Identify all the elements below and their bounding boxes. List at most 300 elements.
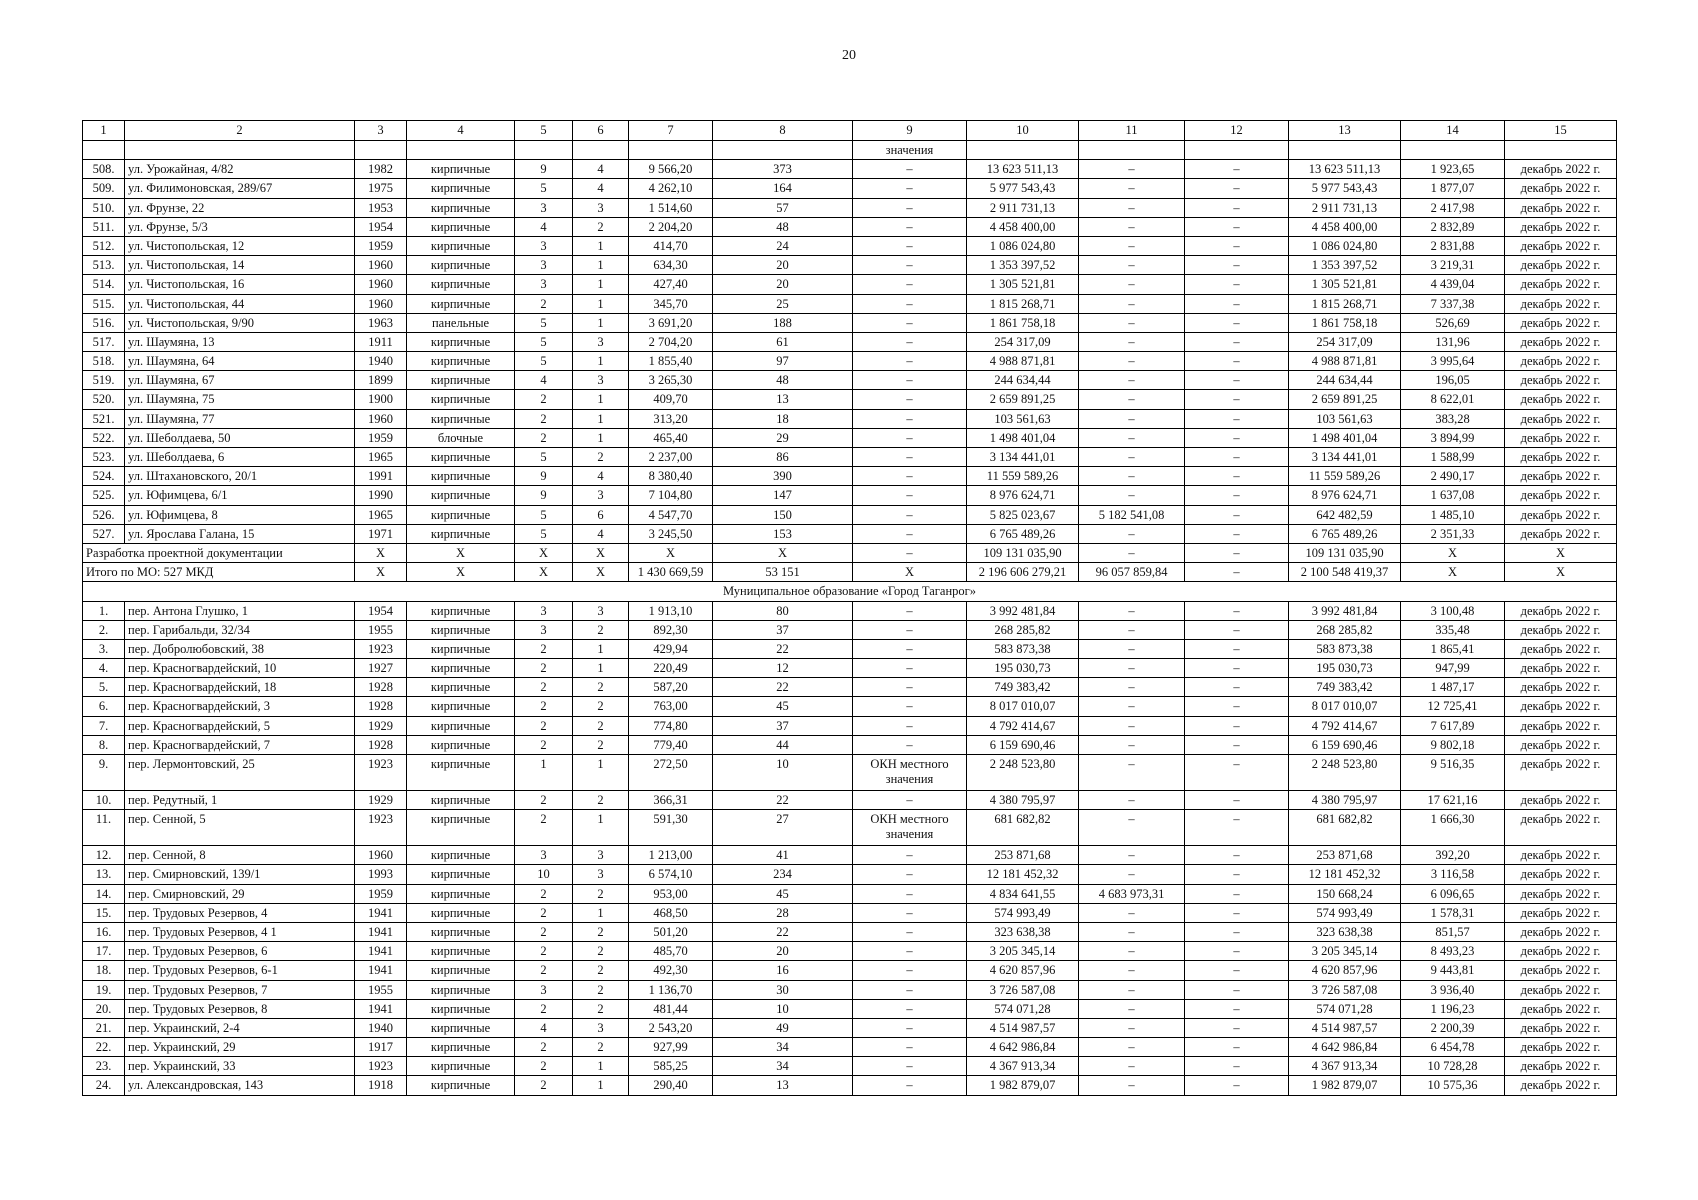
table-cell: 2 100 548 419,37	[1289, 563, 1401, 582]
table-cell: 2	[515, 810, 573, 846]
table-cell: декабрь 2022 г.	[1505, 865, 1617, 884]
table-cell: 8 017 010,07	[967, 697, 1079, 716]
table-cell: кирпичные	[407, 639, 515, 658]
table-cell: 234	[713, 865, 853, 884]
table-cell: 9	[515, 467, 573, 486]
table-cell: декабрь 2022 г.	[1505, 1038, 1617, 1057]
table-cell: 2 832,89	[1401, 217, 1505, 236]
table-cell: 4 792 414,67	[967, 716, 1079, 735]
table-cell: кирпичные	[407, 448, 515, 467]
table-cell: 6 574,10	[629, 865, 713, 884]
table-cell: декабрь 2022 г.	[1505, 961, 1617, 980]
table-cell: 2 351,33	[1401, 524, 1505, 543]
table-cell: 10	[515, 865, 573, 884]
table-cell: кирпичные	[407, 390, 515, 409]
table-cell: 519.	[83, 371, 125, 390]
column-header: 13	[1289, 121, 1401, 141]
table-cell: кирпичные	[407, 409, 515, 428]
table-cell: 9 566,20	[629, 160, 713, 179]
table-cell: 3	[515, 846, 573, 865]
page-number: 20	[842, 48, 856, 63]
table-cell: X	[629, 543, 713, 562]
table-cell: 3 205 345,14	[1289, 942, 1401, 961]
table-cell: 2 490,17	[1401, 467, 1505, 486]
table-cell: –	[1185, 371, 1289, 390]
table-row	[83, 659, 1617, 678]
table-cell: 3 992 481,84	[1289, 601, 1401, 620]
table-cell: 80	[713, 601, 853, 620]
table-cell: 3 134 441,01	[967, 448, 1079, 467]
table-cell: кирпичные	[407, 942, 515, 961]
table-cell: 13	[713, 390, 853, 409]
table-cell: декабрь 2022 г.	[1505, 846, 1617, 865]
table-cell: пер. Антона Глушко, 1	[125, 601, 355, 620]
table-cell: 520.	[83, 390, 125, 409]
column-number-header	[83, 121, 1617, 141]
table-row	[83, 1076, 1617, 1095]
table-cell: –	[1185, 409, 1289, 428]
column-header: 15	[1505, 121, 1617, 141]
table-cell: –	[1185, 922, 1289, 941]
table-cell: 1 815 268,71	[967, 294, 1079, 313]
table-row	[83, 716, 1617, 735]
table-cell: 19.	[83, 980, 125, 999]
table-cell: 1 305 521,81	[1289, 275, 1401, 294]
table-cell: кирпичные	[407, 198, 515, 217]
table-cell: 3 691,20	[629, 313, 713, 332]
table-row	[83, 639, 1617, 658]
table-cell: –	[1185, 524, 1289, 543]
table-cell: 6 159 690,46	[1289, 735, 1401, 754]
table-cell: ул. Урожайная, 4/82	[125, 160, 355, 179]
table-cell: 1927	[355, 659, 407, 678]
table-cell: –	[853, 791, 967, 810]
table-cell: 2	[573, 791, 629, 810]
table-cell: 2 543,20	[629, 1018, 713, 1037]
table-cell: 244 634,44	[967, 371, 1079, 390]
table-cell: 3 726 587,08	[1289, 980, 1401, 999]
table-cell: –	[853, 448, 967, 467]
table-row	[83, 678, 1617, 697]
table-cell: 57	[713, 198, 853, 217]
table-cell: 1 861 758,18	[967, 313, 1079, 332]
table-cell: кирпичные	[407, 716, 515, 735]
table-cell: 2 659 891,25	[967, 390, 1079, 409]
table-cell: –	[1079, 961, 1185, 980]
table-cell: 3	[515, 980, 573, 999]
table-row	[83, 275, 1617, 294]
table-cell: 2	[515, 716, 573, 735]
table-cell: 1 815 268,71	[1289, 294, 1401, 313]
table-cell: 2	[515, 428, 573, 447]
table-cell: 2 204,20	[629, 217, 713, 236]
table-cell: кирпичные	[407, 678, 515, 697]
table-cell: 3	[573, 486, 629, 505]
table-cell: 1 353 397,52	[967, 256, 1079, 275]
table-cell: –	[1079, 332, 1185, 351]
table-cell: –	[1079, 1057, 1185, 1076]
table-row	[83, 179, 1617, 198]
table-cell: 17 621,16	[1401, 791, 1505, 810]
table-cell: 254 317,09	[1289, 332, 1401, 351]
table-cell: 10	[713, 999, 853, 1018]
table-row	[83, 942, 1617, 961]
table-cell: –	[1185, 716, 1289, 735]
table-cell: декабрь 2022 г.	[1505, 179, 1617, 198]
table-cell: 517.	[83, 332, 125, 351]
table-cell: 2	[573, 884, 629, 903]
table-cell: кирпичные	[407, 505, 515, 524]
table-cell: X	[407, 543, 515, 562]
table-cell: 1 086 024,80	[967, 236, 1079, 255]
table-cell: кирпичные	[407, 922, 515, 941]
table-cell: –	[1079, 942, 1185, 961]
table-cell: 1 588,99	[1401, 448, 1505, 467]
table-cell: кирпичные	[407, 846, 515, 865]
table-cell: 2	[515, 922, 573, 941]
table-cell: 518.	[83, 352, 125, 371]
table-cell: 1 498 401,04	[1289, 428, 1401, 447]
table-cell: –	[1079, 409, 1185, 428]
table-cell: 9	[515, 486, 573, 505]
table-cell: 9 443,81	[1401, 961, 1505, 980]
table-cell: 634,30	[629, 256, 713, 275]
table-cell: 18	[713, 409, 853, 428]
table-cell: пер. Смирновский, 139/1	[125, 865, 355, 884]
column-header: 6	[573, 121, 629, 141]
table-cell: блочные	[407, 428, 515, 447]
table-cell: декабрь 2022 г.	[1505, 810, 1617, 846]
table-cell: 1	[573, 428, 629, 447]
table-cell: –	[853, 467, 967, 486]
table-cell: –	[853, 256, 967, 275]
table-cell: 103 561,63	[967, 409, 1079, 428]
table-cell: пер. Трудовых Резервов, 7	[125, 980, 355, 999]
table-cell: 12 181 452,32	[1289, 865, 1401, 884]
table-cell: 2 248 523,80	[967, 755, 1079, 791]
table-cell: пер. Красногвардейский, 3	[125, 697, 355, 716]
table-cell: –	[853, 524, 967, 543]
table-cell: 150	[713, 505, 853, 524]
table-cell	[83, 141, 125, 160]
table-cell: 390	[713, 467, 853, 486]
table-cell: –	[1185, 332, 1289, 351]
section-title: Муниципальное образование «Город Таганрог»	[83, 582, 1617, 601]
table-cell: 34	[713, 1057, 853, 1076]
table-cell: 20	[713, 256, 853, 275]
table-cell: 3 936,40	[1401, 980, 1505, 999]
table-cell: кирпичные	[407, 697, 515, 716]
table-cell: декабрь 2022 г.	[1505, 716, 1617, 735]
table-cell: 1899	[355, 371, 407, 390]
table-cell: 1 982 879,07	[1289, 1076, 1401, 1095]
table-cell: пер. Красногвардейский, 5	[125, 716, 355, 735]
table-cell: пер. Сенной, 8	[125, 846, 355, 865]
table-cell: 1	[573, 409, 629, 428]
table-cell: 2	[515, 697, 573, 716]
table-cell: 1	[573, 639, 629, 658]
table-cell: 24.	[83, 1076, 125, 1095]
table-cell: 20.	[83, 999, 125, 1018]
table-cell: 2	[573, 217, 629, 236]
table-cell: 1 498 401,04	[967, 428, 1079, 447]
table-cell: 2	[515, 409, 573, 428]
table-cell: –	[853, 198, 967, 217]
table-cell: 1	[573, 659, 629, 678]
column-header: 2	[125, 121, 355, 141]
table-cell: 1923	[355, 639, 407, 658]
table-cell: 526.	[83, 505, 125, 524]
table-cell: –	[1185, 448, 1289, 467]
table-cell: 1928	[355, 678, 407, 697]
table-cell: кирпичные	[407, 486, 515, 505]
table-cell: 28	[713, 903, 853, 922]
table-cell: X	[355, 563, 407, 582]
column-header: 4	[407, 121, 515, 141]
table-cell: 574 071,28	[967, 999, 1079, 1018]
table-cell: –	[1185, 735, 1289, 754]
table-cell: 4 642 986,84	[967, 1038, 1079, 1057]
table-row	[83, 294, 1617, 313]
table-cell: декабрь 2022 г.	[1505, 428, 1617, 447]
table-cell: кирпичные	[407, 524, 515, 543]
table-row	[83, 390, 1617, 409]
table-cell: –	[1185, 505, 1289, 524]
table-row	[83, 999, 1617, 1018]
table-cell: 44	[713, 735, 853, 754]
table-cell: 5 977 543,43	[1289, 179, 1401, 198]
table-cell: 2	[515, 791, 573, 810]
table-cell: 5	[515, 448, 573, 467]
table-cell: 13 623 511,13	[1289, 160, 1401, 179]
table-cell: –	[1185, 179, 1289, 198]
table-cell: ул. Ярослава Галана, 15	[125, 524, 355, 543]
table-cell: X	[713, 543, 853, 562]
table-cell: 3 265,30	[629, 371, 713, 390]
table-cell: –	[1185, 942, 1289, 961]
table-cell: 5 182 541,08	[1079, 505, 1185, 524]
table-row	[83, 256, 1617, 275]
table-cell: 6 765 489,26	[1289, 524, 1401, 543]
table-cell: 3.	[83, 639, 125, 658]
table-cell: –	[1079, 390, 1185, 409]
table-cell: 953,00	[629, 884, 713, 903]
table-cell: 1959	[355, 236, 407, 255]
table-cell: 1917	[355, 1038, 407, 1057]
table-cell: декабрь 2022 г.	[1505, 735, 1617, 754]
table-cell: 131,96	[1401, 332, 1505, 351]
table-cell: 414,70	[629, 236, 713, 255]
table-cell: –	[853, 1018, 967, 1037]
table-cell: –	[1185, 198, 1289, 217]
table-row	[83, 486, 1617, 505]
table-cell: 2 911 731,13	[1289, 198, 1401, 217]
table-cell: декабрь 2022 г.	[1505, 448, 1617, 467]
table-cell: 1	[573, 313, 629, 332]
table-cell: –	[1079, 922, 1185, 941]
table-cell: кирпичные	[407, 999, 515, 1018]
table-cell: 2	[515, 961, 573, 980]
table-cell: декабрь 2022 г.	[1505, 275, 1617, 294]
table-cell: 501,20	[629, 922, 713, 941]
table-cell: 25	[713, 294, 853, 313]
table-cell: 642 482,59	[1289, 505, 1401, 524]
table-cell: 468,50	[629, 903, 713, 922]
table-cell: –	[853, 486, 967, 505]
table-cell: 525.	[83, 486, 125, 505]
table-row	[83, 697, 1617, 716]
table-cell: 6 096,65	[1401, 884, 1505, 903]
table-cell: 2	[573, 620, 629, 639]
table-cell: –	[1079, 846, 1185, 865]
table-cell: –	[853, 903, 967, 922]
table-cell: –	[1079, 352, 1185, 371]
table-cell: 1	[573, 352, 629, 371]
table-cell: 1923	[355, 810, 407, 846]
table-cell: –	[1079, 294, 1185, 313]
table-cell: декабрь 2022 г.	[1505, 980, 1617, 999]
table-cell: пер. Украинский, 29	[125, 1038, 355, 1057]
table-cell: 17.	[83, 942, 125, 961]
table-cell: ул. Шаумяна, 75	[125, 390, 355, 409]
table-cell: 1960	[355, 256, 407, 275]
table-cell: 3	[515, 275, 573, 294]
table-cell: ул. Чистопольская, 14	[125, 256, 355, 275]
table-cell: 1 913,10	[629, 601, 713, 620]
table-cell: кирпичные	[407, 755, 515, 791]
table-cell: 1941	[355, 961, 407, 980]
table-cell: 1 861 758,18	[1289, 313, 1401, 332]
table-cell: 7 617,89	[1401, 716, 1505, 735]
table-cell: 5	[515, 179, 573, 198]
table-cell: 10.	[83, 791, 125, 810]
table-row	[83, 409, 1617, 428]
table-cell: 3	[515, 601, 573, 620]
table-cell: 34	[713, 1038, 853, 1057]
table-cell: 2 248 523,80	[1289, 755, 1401, 791]
table-cell: 1941	[355, 903, 407, 922]
table-cell: 37	[713, 716, 853, 735]
table-cell: –	[1079, 313, 1185, 332]
table-cell: ул. Шеболдаева, 50	[125, 428, 355, 447]
table-cell: 409,70	[629, 390, 713, 409]
table-cell: 16	[713, 961, 853, 980]
table-cell: 1965	[355, 448, 407, 467]
column-header: 9	[853, 121, 967, 141]
table-cell: 1928	[355, 735, 407, 754]
table-cell: 6	[573, 505, 629, 524]
table-cell: 521.	[83, 409, 125, 428]
table-cell: 4	[515, 1018, 573, 1037]
table-cell: 513.	[83, 256, 125, 275]
table-cell	[125, 141, 355, 160]
table-cell: 3	[515, 620, 573, 639]
table-cell: 1 353 397,52	[1289, 256, 1401, 275]
table-cell: –	[1185, 486, 1289, 505]
table-row	[83, 313, 1617, 332]
table-cell: 583 873,38	[1289, 639, 1401, 658]
table-cell: 109 131 035,90	[1289, 543, 1401, 562]
table-cell: 2	[573, 716, 629, 735]
table-cell: 1	[573, 390, 629, 409]
table-cell: 1941	[355, 922, 407, 941]
table-cell: декабрь 2022 г.	[1505, 620, 1617, 639]
table-cell: 927,99	[629, 1038, 713, 1057]
table-cell: ул. Чистопольская, 16	[125, 275, 355, 294]
table-cell: 3	[515, 236, 573, 255]
table-cell: –	[853, 371, 967, 390]
table-cell: 851,57	[1401, 922, 1505, 941]
table-cell: –	[853, 217, 967, 236]
table-cell: 2 911 731,13	[967, 198, 1079, 217]
table-cell: –	[1079, 639, 1185, 658]
table-cell: –	[853, 352, 967, 371]
column-header: 12	[1185, 121, 1289, 141]
table-row	[83, 980, 1617, 999]
table-cell: ОКН местного значения	[853, 810, 967, 846]
table-cell: X	[355, 543, 407, 562]
table-cell: 1	[573, 1076, 629, 1095]
table-cell: 1911	[355, 332, 407, 351]
table-cell: 4 988 871,81	[967, 352, 1079, 371]
table-cell: 3 205 345,14	[967, 942, 1079, 961]
table-cell: 5	[515, 332, 573, 351]
table-cell: 188	[713, 313, 853, 332]
table-cell: 774,80	[629, 716, 713, 735]
table-cell: декабрь 2022 г.	[1505, 160, 1617, 179]
table-cell: 2	[515, 1057, 573, 1076]
table-cell: 485,70	[629, 942, 713, 961]
table-cell: 2 704,20	[629, 332, 713, 351]
table-cell: 1953	[355, 198, 407, 217]
table-cell: 4 514 987,57	[1289, 1018, 1401, 1037]
housing-table-container	[82, 120, 1616, 1096]
table-cell: 516.	[83, 313, 125, 332]
table-cell: декабрь 2022 г.	[1505, 371, 1617, 390]
table-cell: 1941	[355, 999, 407, 1018]
table-cell: ул. Юфимцева, 8	[125, 505, 355, 524]
table-cell: 164	[713, 179, 853, 198]
table-cell: 11.	[83, 810, 125, 846]
table-cell: 4 642 986,84	[1289, 1038, 1401, 1057]
table-cell: 4	[573, 179, 629, 198]
table-cell: 335,48	[1401, 620, 1505, 639]
table-cell: декабрь 2022 г.	[1505, 505, 1617, 524]
table-cell: 27	[713, 810, 853, 846]
table-cell: пер. Трудовых Резервов, 4	[125, 903, 355, 922]
table-cell: X	[573, 543, 629, 562]
continuation-row	[83, 141, 1617, 160]
table-cell: –	[1185, 1038, 1289, 1057]
table-cell: 681 682,82	[1289, 810, 1401, 846]
table-cell: 1959	[355, 428, 407, 447]
table-cell: 1	[573, 294, 629, 313]
table-row	[83, 160, 1617, 179]
table-cell: декабрь 2022 г.	[1505, 256, 1617, 275]
table-cell: X	[853, 563, 967, 582]
table-cell: –	[1079, 543, 1185, 562]
table-cell: 3 100,48	[1401, 601, 1505, 620]
table-cell: 4 834 641,55	[967, 884, 1079, 903]
table-cell: декабрь 2022 г.	[1505, 1076, 1617, 1095]
table-cell: 48	[713, 217, 853, 236]
table-cell: –	[1079, 601, 1185, 620]
table-cell: –	[853, 1076, 967, 1095]
table-cell: декабрь 2022 г.	[1505, 678, 1617, 697]
table-cell: –	[853, 160, 967, 179]
table-cell: 4 988 871,81	[1289, 352, 1401, 371]
table-cell: 2	[515, 639, 573, 658]
